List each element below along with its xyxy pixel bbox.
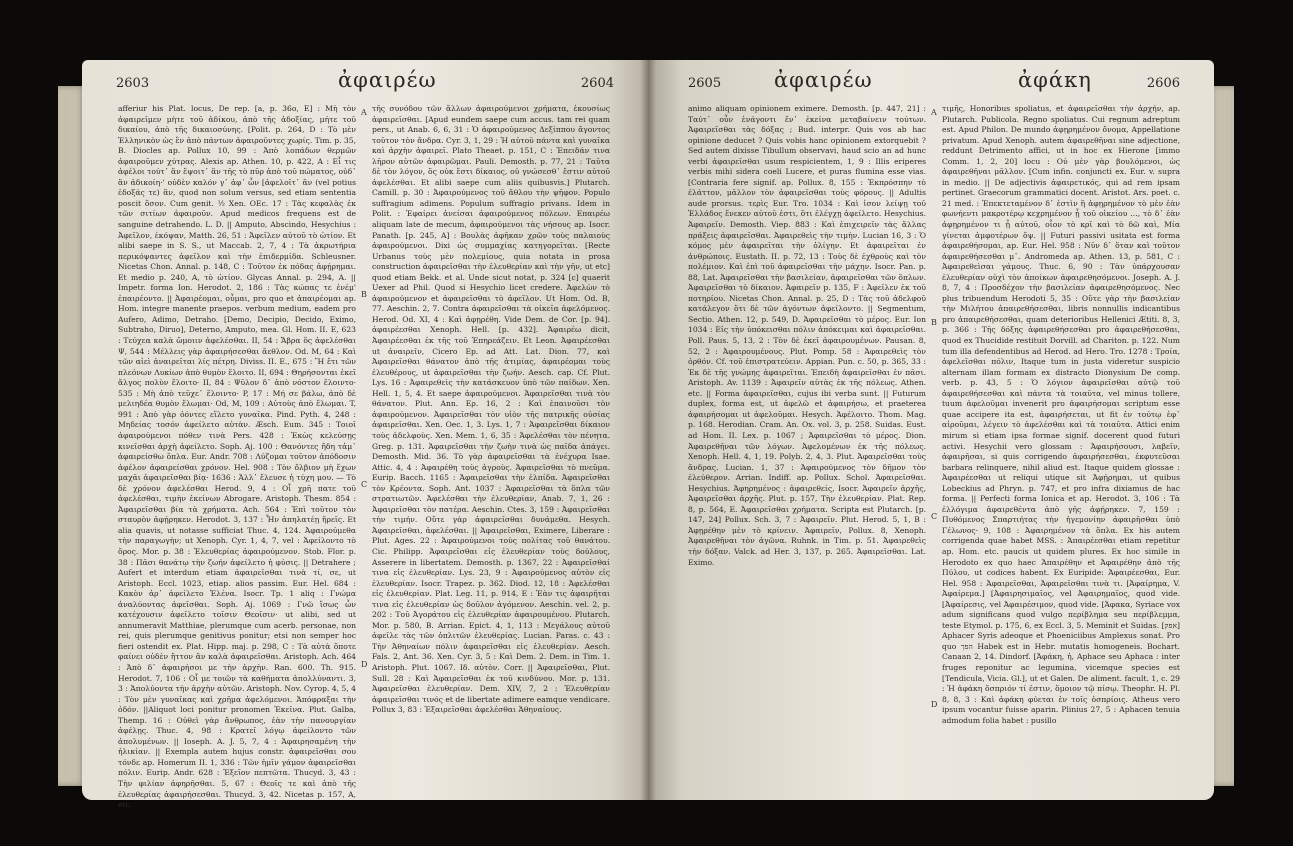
right-page-headword-2: ἀφάκη: [1018, 68, 1092, 92]
left-page: [82, 60, 648, 810]
left-page-column-a: afferiur his Plat. locus, De rep. [a, p. 36o, E] : Μὴ τὸν ἀφαιρεῖμεν μὴτε τοῦ ἀδίκου, ἀπὸ τῆς ἀδοξίας, μήτε τοῦ δικαίου, ἀπὸ τῆς δικαιοσύνης. [Polit. p. 264, D : Τὸ μὲν Ἑλληνικὸν ὡς ἓν ἀπὸ πάντων ἀφαιροῦντες χωρίς. Tim. p. 35, B. Diocles ap. Pollux 10, 99 : Ἀπὸ λοπάδων θερμῶν ἀφαιροῦμεν χύτρας. Alexis ap. Athen. 10, p. 422, A : Εἶ τις ἀφέλοι τούτ᾽ ἂν ἕψοιτ᾽ ἂν τῆς τὸ πῦρ ἀπὸ τοῦ πώματος, οὐδ᾽ ἂν ἀδικοίη·' οὐδὲν καλόν γ᾽ ἀφ᾽ ὧν [ἀφελοῖτ᾽ ἂν (vel potius ἐδοξάς τε) ἂν, quod non solum versus, sed etiam sententia poscit ὅσον. Cum genit. ½ Xen. OEc. 17 : Τὰς κεφαλὰς ἐκ τῶν σιτίων ἀφαιροῦν. Apud medicos frequens est de sanguine detrahendo. L. D. || Amputo, Abscindo, Hesychius : Ἀφεῖλον, ἐκόψαν, Matth. 26, 51 : Ἀφεῖλεν αὐτοῦ τὸ ὠτίον. Et alibi saepe in S. S., ut Maccab. 2, 7, 4 : Τὰ ἀκρωτήρια περικόψαντες ἀφεῖλον καὶ τὴν ἐπιδερμίδα. Schleusner. Nicetas Chon. Annal. p. 148, C : Τοῦτον ἐκ πόδας ἀφῄρημαι. Et medio p. 240, A, τὸ ὠτίον. Glycas Annal. p. 294, A. || Impetr. forma Ion. Herodot. 2, 186 : Τὰς κώπας τε ἐνέμ' ἐπαιρέοντο. || Ἀφαιρέομαι, οὖμαι, pro quo et ἀπαιρέομαι ap. Hom. integre manente praepos. verbum medium, eadem pro Aufero, Adimo, Detraho. [Demo, Decipio, Decido, Eximo, Subtraho, Diruo], Deterno, Amputo, mea. Gl. Hom. II. E, 623 : Τεύχεα καλὰ ὤμοιιν ἀφελέσθαι. II, 54 : Ἄβρα ὅς ἀφελέσθαι Ψ, 544 : Μέλλεις γὰρ ἀφαιρήσεσθαι ἄεθλον. Od. M, 64 : Καὶ τῶν αἰεὶ ἀναιρεῖται λίς πέτρη. Diviss. II. E., 675 : Ἢ ἔτι τῶν πλεόνων Λυκίων ἀπὸ θυμὸν ἕλοιτο. II, 694 : Θηρήσονται ἐκεῖ ἄλγος πολὺν ἕλοιτο· II, 84 : Ψῦλον δ᾽ ἀπὸ νόστον ἕλοιντο· 535 : Μὴ ἀπὸ τεῦχε᾽ ἕλοιντο· P, 17 : Μή σε βάλω, ἀπὸ δὲ μελιηδέα θυμὸν ἕλωμαι· Od, M, 109 : Αὐτοὺς ἀπὸ ἕλωμαι. T, 991 : Ἀπὸ γὰρ ὀόντες εἵλετο γυναῖκα. Pind. Pyth. 4, 248 : Μηδείας τοσόν ἀφείλετο αὐτὰν. Æsch. Eum. 345 : Τοιοῖ ἀφαιρούμενοι πόθεν τινὰ Pers. 428 : Ἑκὼς κελεύσῃς κινεῖσθαι ἀρχὴ ἀφείλετο. Soph. Aj. 100 : Θανόντες ἤδη τἀμ᾽ ἀφαιρείσθω ὅπλα. Eur. Andr. 708 : Λύζομαι τοῦτον ἀπόδοσιν ἀφέλον ἀφαιρείσθαι χρόνον. Hel. 908 : Τὸν ὄλβιον μὴ ἔχων μαχᾶι ἀφαιρεῖσθαι βίᾳ· 1636 : Ἀλλ᾽ ἔλευσε ἡ τύχη μου. — Τὸ δὲ χρόνον ἀφελέσθαι Herod. 9, 4 : Οἷ χρῆ πατε τοῦ ἀφελέσθαι, τιμὴν ἐκείνων Abrogare. Aristoph. Thesm. 854 : Ἀφαιρεῖσθαι βία τὰ χρήματα. Ach. 564 : Ἐπὶ τοῦτον τὸν σταυρὸν ἀφῄρηκεν. Herodot. 3, 137 : Ἦν ἀπηλατέῃ ἤρεῖς. Et alia quavis, ut notasse sufficiat Thuc. 4, 124. Ἀφαιρούμεθα τὴν παραγωγὴν; ut Xenoph. Cyr. 1, 4, 7, vel : Ἀφείλοντο τὸ ὄρος. Mor. p. 38 : Ἐλευθερίας ἀφαιρούμενον. Stob. Flor. p. 38 : Πᾶσι θανάτῳ τὴν ζωήν ἀφείλετο ἡ φύσις. || Detrahere ; Aufert et interdum etiam ἀφαιρεῖσθαι τινὰ τί, σε, ut Aristoph. Eccl. 1023, etiap. alios passim. Eur. Hel. 684 : Κακὸν ἀρ᾽ ἀφείλετο Ἑλένα. Isocr. Tp. 1 aliq : Γνώμα ἀναλύοντας ἀφεῖσθαι. Soph. Aj. 1069 : Γνῶ ἴσως ὧν κατέχουσιν ἀφεῖλετο τοῖσιν Θεοῖσιν· ut alibi, sed ut annumeravit Matthiae, plerumque cum acerb. personae, non rei, quis plerumque genitivus ponitur; etsi non semper hoc fieri ostendit ex. Plat. Hipp. maj. p. 298, C : Τὰ αὐτὰ ὅποτε φαίνει οὐδὲν ἤττον ἂν καλὰ ἀφαιρεῖσθαι. Aristoph. Ach. 464 : Ἀπὸ δ᾽ ἀφαιρήσοι με τὴν ἀρχὴν. Ran. 600. Th. 915. Herodot. 7, 106 : Οἷ με τοιῶν τὰ καθήματα ἀπολλύναντι. 3, 3 : Ἀπολύοντα τὴν ἀρχὴν αὐτῶν. Aristoph. Nov. Cyrop. 4, 5, 4 : Τὸν μὲν γυναῖκας καὶ χρῆμα ἀφελόμενοι. Ἀπόφραξαι τὴν ὁδόν. ||Aliquot loci ponitur pronomen Ἐκεῖνα. Plut. Galba, Themp. 16 : Οὐθεὶ γὰρ ἄνθρωπος, ἐὰν τὴν πανουργίαν ἀφέλῃς. Thuc. 4, 98 : Κρατεῖ λόγῳ ἀφείλοντο τῶν ἀπολυμένων. || Ioseph. A. J. 5, 7, 4 : Ἀφαιρησαμένη τὴν ἡλικίαν. || Exempla autem hujus constr. ἀφαιρεῖσθαι σου τόνδε ap. Homerum II. 1, 336 : Τῶν ἡμῖν γάμον ἀφαιρεῖσθαι πόλιν. Eurip. Andr. 628 : Ἐξεῖον πεπτῶτα. Thucyd. 3, 43 : Τὴν φιλίαν ἀφηρῆσθαι. 5, 67 : Θεοῖς τε καὶ ἀπὸ τῆς ἐλευθερίας ἀφαιρήσεσθαι. Thucyd. 3, 42. Nicetas p. 157, A, etc.: [118, 104, 356, 810]
left-page-number-left: 2603: [116, 76, 150, 91]
right-page: [648, 60, 1214, 800]
left-page-headword: ἀφαιρέω: [338, 68, 437, 92]
left-page-header: [116, 68, 614, 102]
right-page-number-right: 2606: [1146, 76, 1180, 91]
left-page-column-b: τῆς συνόδου τῶν ἄλλων ἀφαιρούμενοι χρήματα, ἐκουσίως ἀφαιρεῖσθαι. [Apud eundem saepe cum accus. tam rei quam pers., ut Anab. 6, 6, 31 : Ὁ ἀφαιρούμενος Δεξίππου ἄγοντος τοῦτον τὸν ἄνδρα. Cyr. 3, 1, 29 : Ἡ αὐτοῦ πάντα καὶ γυναῖκα καὶ ἀρχὴν ἀφαιρεῖ. Plato Theaet. p. 151, C : Ἐπειδάν τινα λῆρον αὐτῶν ἀφαιρῶμαι. Pauli. Demosth. p. 77, 21 : Ταῦτα δὲ τὸν λόγον, ὃς οὐκ ἔστι δίκαιος, οὐ γνώσεσθ᾽ ἔστιν αὐτοῦ ἀφελέσθαι. Et alibi saepe cum aliis quibusvis.] Plutarch. Camill. p. 30 : Ἀφαιρούμενος τοῦ ἄθλου τὴν ψῆφον. Populo suffragium adimens. Populum suffragio privans. Idem in Polit. : Ἐφαίρει ἀνείσαι ἀφαιρούμενος πόλεων. Επαιρέω aliquam late de mecum, ἀφαιρούμενοι τὰς νήσους ap. Isocr. Panath. [p. 245, A] : Βουλὰς ἀφῆκαν χρῶν τοὺς παλαιοὺς ἀφαιρούμενοι. Dixi ὡς συμμαχίας κατηγορεῖται. [Recte Urbanus τοὺς μὲν πολεμίους, quia notata in prosa construction ἀφαιρεῖσθαι τὴν ἐλευθερίαν καὶ τὴν γῆν, ut etc] quod etiam Bekk. et al. Unde sicut notat, p. 324 [c] quaerit Uexer ad Phil. Quod si Hesychio licet credere. Ἀφελὼν τὸ ἀφαιρούμενον et ἀφαιρεῖσθαι τὸ ἀφεῖλον. Ut Hom. Od. Β, 77. Aeschin. 2, 7. Contra ἀφαιρεῖσθαι τὰ οἰκεῖα ἀφελόμενος. Herod. Od. XI, 4 : Καὶ ἀφῃρέθη. Vide Dem. de Cor. [p. 94]. ἀφαιρέεσθαι Xenoph. Hell. [p. 432]. Ἀφαιρέω dicit, Ἀφαιρέεσθαι ἐκ τῆς τοῦ Ἐπηρεάζειν. Et Leon. Ἀφαιρέεσθαι ut ἀναιρεῖν, Cicero Ep. ad Att. Lat. Dion. 77, καὶ Ἀφαιρεῖσθαι θάνατον ἀπὸ τῆς ἀτιμίας, ἀφαιρέομαι τοὺς ἐλευθέρους, ut ἀφαιρεῖσθαι τὴν ζωήν. Aesch. cap. Cf. Plut. Lys. 16 : Ἀφαιρεθεὶς τὴν κατάσκευον ὑπὸ τῶν παίδων. Xen. Hell. 1, 5, 4. Et saepe ἀφαιρούμενοι. Ἀφαιρεῖσθαι τινὰ τὸν θάνατον. Plut. Ann. Ερ. 16, 2 : Καὶ ἐπαινοῦσι τὸν ἀφαιρούμενον. Ἀφαιρεῖσθαι τὸν υἱὸν τῆς πατρικῆς οὐσίας ἀφαιρεῖσθαι. Xen. Oec. 1, 3. Lys. 1, 7 : Ἀφαιρεῖσθαι δίκαιον τοὺς ἀδελφοὺς. Xen. Mem. 1, 6, 35 : Ἀφελέσθαι τὸν πένητα. Greg. p. 131. Ἀφαιρεῖσθαι τὴν ζωὴν τινὰ ὡς παῖδα ἀπάγει. Demosth. Mid. 36. Τὸ γὰρ ἀφαιρεῖσθαι τὰ ἐνέχυρα Isae. Attic. 4, 4 : Ἀφαιρέθη τοὺς ἀγροὺς. Ἀφαιρεῖσθαι τὸ πνεῦμα. Eurip. Bacch. 1165 : Ἀφαιρεῖσθαι τὴν ἐλπίδα. Ἀφαιρεῖσθαι τὸν Κρέοντα. Soph. Ant. 1037 : Ἀφαιρεῖσθαι τὰ ὅπλα τῶν στρατιωτῶν. Ἀφελέσθαι τὴν ἐλευθερίαν, Anab. 7, 1, 26 : Ἀφαιρεῖσθαι τὸν πατέρα. Aeschin. Ctes. 3, 159 : Ἀφαιρεῖσθαι τὴν τιμήν. Οὔτε γὰρ ἀφαιρεῖσθαι δυνάμεθα. Hesych. Ἀφαιρεῖσθαι, ἀφελέσθαι. || Ἀφαιρεῖσθαι, Eximere, Liberare : Plut. Ages. 22 : Ἀφαιρούμενοι τοὺς πολίτας τοῦ θανάτου. Cic. Philipp. Ἀφαιρεῖσθαι εἰς ἐλευθερίαν τοὺς δούλους, Asserere in libertatem. Demosth. p. 1367, 22 : Ἀφαιρεῖσθαί τινα εἰς ἐλευθερίαν. Lys. 23, 9 : Ἀφαιρούμενος αὐτὸν εἰς ἐλευθερίαν. Isocr. Trapez. p. 362. Diod. 12, 18 : Ἀφελέσθαι εἰς ἐλευθερίαν. Plat. Leg. 11, p. 914, E : Ἐὰν τις ἀφαιρῆται τινα εἰς ἐλευθερίαν ὡς δοῦλον ἀγόμενον. Aeschin. vel. 2, p. 202 : Τοῦ Ἀγοράτου εἰς ἐλευθερίαν ἀφαιρουμένου. Plutarch. Mor. p. 580, B. Arrian. Epict. 4, 1, 113 : Μεγάλους αὐτοῦ ἀφεῖλε τὰς τῶν ὁπλιτῶν ἐλευθερίας. Lucian. Paras. c. 43 : Τὴν Ἀθηναίων πόλιν ἀφαιρεῖσθαι εἰς ἐλευθερίαν. Aesch. Fals. 2, Ant. 36. Xen. Cyr. 3, 5 : Καὶ Dem. 2. Dem. in Tim. 1. Aristoph. Plut. 1067. Ιδ. αὐτὸν. Corr. || Ἀφαιρεῖσθαι, Plut. Sull. 28 : Καὶ Ἀφαιρεῖσθαι ἐκ τοῦ κινδύνου. Mor. p. 131. Ἀφαιρεῖσθαι ἐλευθερίαν. Dem. XIV, 7, 2 : Ἐλευθερίαν ἀφαιρεῖσθαι τινός et de libertate adimere eamque vendicare. Pollux 3, 83 : Ἐξαιρεῖσθαι ἀφελέσθαι Ἀθηναίους.: [372, 104, 610, 715]
right-margin-letter-c: C: [931, 512, 938, 521]
left-margin-letter-b: B: [361, 290, 367, 299]
right-page-column-a: animo aliquam opinionem eximere. Demosth. [p. 447, 21] : Ταύτ᾽ οὖν ἐνάγοντι ἕν᾽ ἐκείνα μεταβαίνειν τούτων. Ἀφαιρεῖσθαι τὰς δόξας ; Bud. interpr. Quis vos ab hac opinione deducet ? Quis vobis hanc opinionem extorquebit ? Sed autem dixisse Tibullum observavi, haud scio an ad hunc verbi ἀφαιρεῖσθαι usum respicientem, 1, 9 : Illis eriperes verbis mihi sidera coeli Lucere, et puras flumina esse vias. [Contraria fere signif. ap. Pollux. 8, 155 : Ἐκπρόσπην τὸ ἐλάττον, μᾶλλον τὸν ἀφαιρεῖσθαι τοὺς φόρους. || Adultis aude prorsus. τερὶς Eur. Tro. 1034 : Καὶ ἰσον λείψῃ τοῦ Ἑλλάδος ἕνεκεν αὐτοῦ ἐστι, ὅτι ἐλέγχῃ ἀφείλετο. Hesychius. Ἀφαιρεῖν. Demosth. Viep. 883 : Καὶ ἐπιχειρεῖν τὰς ἄλλας πράξεις ἀφαιρεῖσθαι. Ἀφαιρεθεὶς τὴν τιμὴν. Lucian 16, 3 : Ὁ κόμος μὲν ἀφαιρεῖται τὴν ὀλίγην. Et ἀφαιρεῖται ἐν ἀνθρώποις. Eustath. II. p. 72, 13 : Τοὺς δὲ ἐχθροὺς καὶ τὸν πολέμιον. Καὶ ἐπὶ τοῦ ἀφαιρεῖσθαι τὴν μάχην. Isocr. Pan. p. 88, Lat. Ἀφαιρεῖσθαι τὴν βασιλείαν, ἀφαιρεῖσθαι τῶν ὅπλων. Ἀφαιρεῖσθαι τὸ δίκαιον. Ἀφαιρεῖν p. 135, F : Ἀφεῖλεν ἐκ τοῦ ποτηρίου. Nicetas Chon. Annal. p. 25, D : Τὰς τοῦ ἀδελφοῦ κατάλεγον ὅτι δὲ τῶν ἀγόντων ἀφείλοντο. || Segmentum, Sectio. Athen. 12, p. 549, D. Ἀφαιρεῖσθαι τὸ μέρος. Eur. Ion 1034 : Εἰς τὴν ὑπόκεισθαι πόλιν ἀπόκειμαι καὶ ἀφαιρεῖσθαι. Poll. Paus. 5, 13, 2 : Τὸν δὲ ἐκεῖ ἀφαιρουμένων. Pausan. 8, 52, 2 : Ἀφαιρουμένους. Plut. Pomp. 58 : Ἀφαιρεθεὶς τὸν ὀρθόν. Cf. τοῦ ἐπιστρατεύειν. Appian. Pun. c. 50, p. 365, 33 : Ἐκ δὲ τῆς γνώμης ἀφαιρεῖται. Ἐπειδὴ ἀφαιρεῖσθαι ἐν πᾶσι. Aristoph. Av. 1139 : Ἀφαιρεῖν αὐτὰς ἐκ τῆς πόλεως. Athen. etc. || Forma ἀφαιρεῖσθαι, cujus ibi verba sunt. || Futurum duplex, forma est, ut ἀφελῶ et ἀφαιρήσω, et praeterea ἀφαιρήσομαι ut ἀφελοῦμαι. Hesych. Ἀφέλοιτο. Thom. Mag. p. 168. Herodian. Cram. An. Ox. vol. 3, p. 258. Suidas. Eust. ad Hom. II. Lex. p. 1067 ; Ἀφαιρεῖσθαι τὸ μέρος. Dion. Ἀφαιρεθῆναι τῶν λόγων. Ἀφελομένων ἐκ τῆς πόλεως. Xenoph. Hell. 4, 1, 19. Polyb. 2, 4, 3. Plut. Ἀφαιρεῖσθαι τοὺς ἄνδρας. Lucian. 1, 37 : Ἀφαιρούμενος τὸν δῆμον τὸν ἐλεύθερον. Arrian. Indiff. ap. Pollux. Schol. Ἀφαιρεῖσθαι. Hesychius. Ἀφηρημένος : ἀφαιρεθείς, Isocr. Ἀφαιρεῖν ἀρχῆς, Ἀφαιρεῖσθαι ἀρχῆς. Plut. p. 157, Τὴν ἐλευθερίαν. Plat. Rep. 8, p. 564, E. Ἀφαιρεῖσθαι χρήματα. Scripta est Plutarch. [p. 147, 24] Pollux. Sch. 3, 7 : Ἀφαιρεῖν. Plut. Herod. 5, 1, Β : Ἀφῃρέθην μὲν τὸ κρίνειν. Ἀφαιρεῖν, Pollux. 8, Xenoph. Ἀφαιρεθῆναι τὸν ἀγῶνα. Ruhnk. in Tim. p. 51. Ἀφαιρεθεὶς τὴν δόξαν. Valck. ad Her. 3, 137, p. 265. Ἀφαιρεῖσθαι. Lat. Eximo.: [688, 104, 926, 567]
right-page-column-b: τιμῆς, Honoribus spoliatus, et ἀφαιρεῖσθαι τὴν ἀρχήν, ap. Plutarch. Publicola. Regno spoliatus. Cui regnum adreptum est. Apud Philon. De mundo ἀφῃρημένον ὄνομα, Appellatione privatum. Apud Xenoph. autem ἀφαιρεθῆναι sine adjectione, reddunt Detrimento affici, ut in hoc ex Hierone [immo Comm. 1, 2, 20] locu : Οὐ μὲν γὰρ βουλόμενοι, ὡς ἀφαιρεθῆναι μᾶλλον. [Cum infin. conjuncti ex. Eur. v. supra in medio. || De adjectivis ἀφαιρετικός, qui ad rem ipsam pertinet. Graecorum grammatici docent. Aristot. Ars. poet. c. 21 med. : Ἐπεκτεταμένον δ᾽ ἐστὶν ἢ ἀφῃρημένον τὸ μὲν ἐὰν φωνήεντι μακροτέρῳ κεχρημένον ᾖ τοῦ οἰκείου ..., τὸ δ᾽ ἐὰν ἀφῃρημένον τι ᾖ αὐτοῦ, οἷον τὸ κρῖ καὶ τὸ δῶ καὶ, Μία γίνεται ἀμφοτέρων ὄψ. || Futuri passivi usitata est forma ἀφαιρεθήσομαι, ap. Eur. Hel. 958 : Νῦν δ᾽ ὅταν καὶ τοῦτον ἀφαιρεθήσεσθαι μ᾽. Andromeda ap. Athen. 13, p. 581, C : Ἀφαιρεθεὶσαι γάμους. Thuc. 6, 90 : Τὰν ὑπάρχουσαν ἐλευθερίαν οὐχὶ τὸν ἀποίκων ἀφαιρεθησόμενοι. Joseph. A. J. 8, 7, 4 : Προσδέχον τὴν βασιλείαν ἀφαιρεθησόμενος. Nec plus tribuendum Herodoti 5, 35 : Οὔτε γὰρ τὴν βασιλείαν τὴν Μιλήτου ἀπαιρεθήσεσθαι, libris nonnullis indicantibus pro ἀπαιρεθήσεσθαι, quam deterioribus Hellenici Ætiti. 8, 3, p. 366 : Τῆς δόξης ἀφαιρεθήσεσθαι pro ἀφαιρεθήσεσθαι, quod ex Thucidide restituit Dorvill. ad Chariton. p. 122. Num tum illa defendentibus ad Herod. ad Hero. Tro. 1278 : Τροία, ἀφελεῖσθαι πόλιν, Itaque tum in justa videretur suspicio alternam illam formam ex distracto Dionysium De comp. verb. p. 43, 5 : Ὁ λόγιον ἀφαιρεῖσθαι αὐτῷ τοῦ ἀφαιρεθήσεσθαι καὶ πάντα τὰ τοιαῦτα, vel minus tollere, tuum ἀφελοῦμαι invenerit pro ἀφαιρήσομαι scriptum esse quae accipere ita est, ἀφαιρήσεται, ut fit ἐν τούτῳ ἐφ᾽ αἱροῦμαι, λέγειν τὸ ἀφελέσθαι καὶ τὰ τοιαῦτα. Attici enim mirum si etiam ipsa formae signif. docerent quod futuri activi. Hesychii vero glossam : Ἀφαιρήσουσι, λαβεῖν, ἀφαιρῆσαι, si quis corrigendo ἀφαιρήσεσθαι, ἐκφυτεῦσαι barbara relinquere, nihil aliud est. Itaque quidem glossae : Ἀφαιρέεσθαι ut reliqui utique sit Ἀφῄρημαι, ut quibus Lobeckius ad Phryn. p. 747, et pro infra dixiamus de hac forma. || Perfecti forma Ionica et ap. Herodot. 3, 106 : Τὰ ἐλλόγιμα ἀφαιρεθέντα ἀπὸ γῆς ἀφῄρηκεν. 7, 159 : Πυθόμενος Σπαρτιήτας τὴν ἡγεμονίην ἀφαιρῆσθαι ὑπὸ Γέλωνος· 9, 108 : Ἀφαιρημένον τὰ ὅπλα. Ex his autem corrigenda quae habet MSS. : Ἀπαιρέεσθαι etiam repetitur ap. Hom. etc. paucis ut quidem plures. Ex hoc simile in Herodoto ex quo haec Ἀπαιρέθην et Ἀφαιρέθην ἀπὸ τῆς Πύλου, ut codices habent. Ex Euripide: Ἀφαιρέεσθαι, Eur. Hel. 958 : Ἀφαιρεῖσθαι, Ἀφαιρεῖσθαι τινὰ τι. [Ἀφαίρημα, V. Ἀφαίρεμα.] [Ἀφαιρησιμαῖος, vel Ἀφαιρημαῖος, quod vide. [Ἀφαίρεσις, vel Ἀφαιρέσιμον, quod vide. [Ἀφακα, Syriace vox adum significans quod vulgo περίβλημα seu περίβλεμμα, teste Etymol. p. 175, 6, ex Eccl. 3, 5. Meminit et Suidas. [אפק] Aphacer Syris adeoque et Phoeniciibus Amplexus sonat. Pro quo הפך Habek est in Hebr. mutatis homogeneis. Bochart. Canaan 2, 14. Dindorf. [Ἀφάκη, ἡ, Aphace seu Aphaca : inter fruges reponitur ac legumina, vicemque species est [Tendicula, Vicia. Gl.], ut et Galen. De aliment. facult. 1, c. 29 : Ἡ ἀφάκη ὄσπριόν τί ἐστιν, ὅμοιον τῷ πίσῳ. Theophr. H. Pl. 8, 8, 3 : Καὶ ἀφάκη φύεται ἐν τοῖς ὀσπρίοις. Atheus vero ipsum vocantur fuisse aparin. Plinius 27, 5 : Aphacen tenuia admodum folia habet : pusillo: [942, 104, 1180, 725]
right-page-header: [682, 68, 1180, 102]
right-margin-letter-d: D: [931, 700, 938, 709]
right-margin-letter-b: B: [931, 318, 937, 327]
right-page-headword: ἀφαιρέω: [774, 68, 873, 92]
left-margin-letter-d: D: [361, 660, 368, 669]
book-gutter: [640, 60, 656, 800]
right-margin-letter-a: A: [931, 108, 937, 117]
left-margin-letter-c: C: [361, 480, 368, 489]
left-margin-letter-a: A: [361, 108, 367, 117]
left-page-number-right: 2604: [580, 76, 614, 91]
right-page-number-left: 2605: [688, 76, 722, 91]
